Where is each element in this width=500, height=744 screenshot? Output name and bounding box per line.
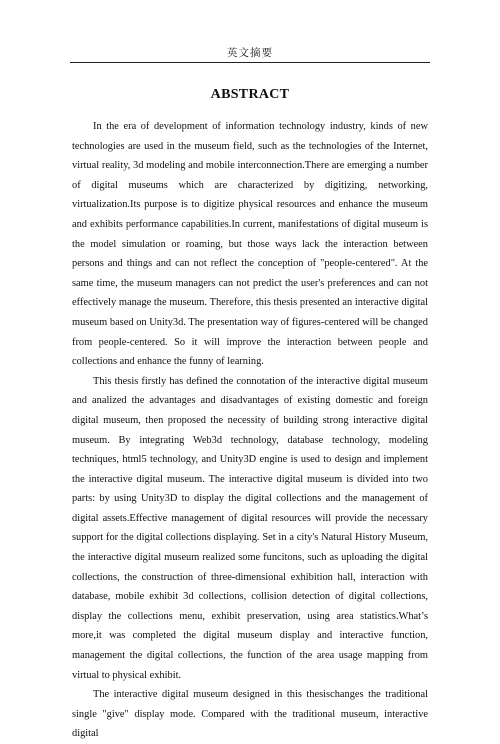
header-divider: [70, 62, 430, 63]
abstract-body: [72, 117, 428, 744]
paragraph-1: In the era of development of information technology industry, kinds of new technologies are used in the museum field, such as the technologies of the Internet, virtual reality, 3d modeling and mobile interconnection.There are emerging a number of digital museums which are characterized by digitizing, networking, virtualization.Its purpose is to digitize physical resources and enhance the museum and exhibits performance capabilities.In current, manifestations of digital museum is the model simulation or roaming, but those ways lack the interaction between persons and things and can not reflect the conception of "people-centered". At the same time, the museum managers can not predict the user's preferences and can not effectively manage the museum. Therefore, this thesis presented an interactive digital museum based on Unity3d. The presentation way of figures-centered will be changed from people-centered. So it will improve the interaction between people and collections and enhance the funny of learning.: [72, 121, 428, 368]
abstract-title: ABSTRACT: [210, 87, 290, 102]
running-header: 英文摘要: [227, 47, 273, 59]
paragraph-3: The interactive digital museum designed in this thesischanges the traditional single "give" display mode. Compared with the traditional museum, interactive digital: [72, 689, 428, 740]
paragraph-2: This thesis firstly has defined the connotation of the interactive digital museum and analized the advantages and disadvantages of existing domestic and foreign digital museum, then proposed the necessity of building strong interactive digital museum. By integrating Web3d technology, database technology, modeling techniques, html5 technology, and Unity3D engine is used to design and implement the interactive digital museum. The interactive digital museum is divided into two parts: by using Unity3D to display the digital collections and the management of digital assets.Effective management of digital resources will provide the necessary support for the digital collections displaying. Set in a city's Natural History Museum, the interactive digital museum realized some funcitons, such as uploading the digital collections, the construction of three-dimensional exhibition hall, interaction with database, mobile exhibit 3d collections, collision detection of digital collections, display the collections menu, exhibit preservation, using area statistics.What’s more,it was completed the digital museum display and interactive function, management the digital collections, the function of the area usage mapping from virtual to physical exhibit.: [72, 375, 428, 681]
